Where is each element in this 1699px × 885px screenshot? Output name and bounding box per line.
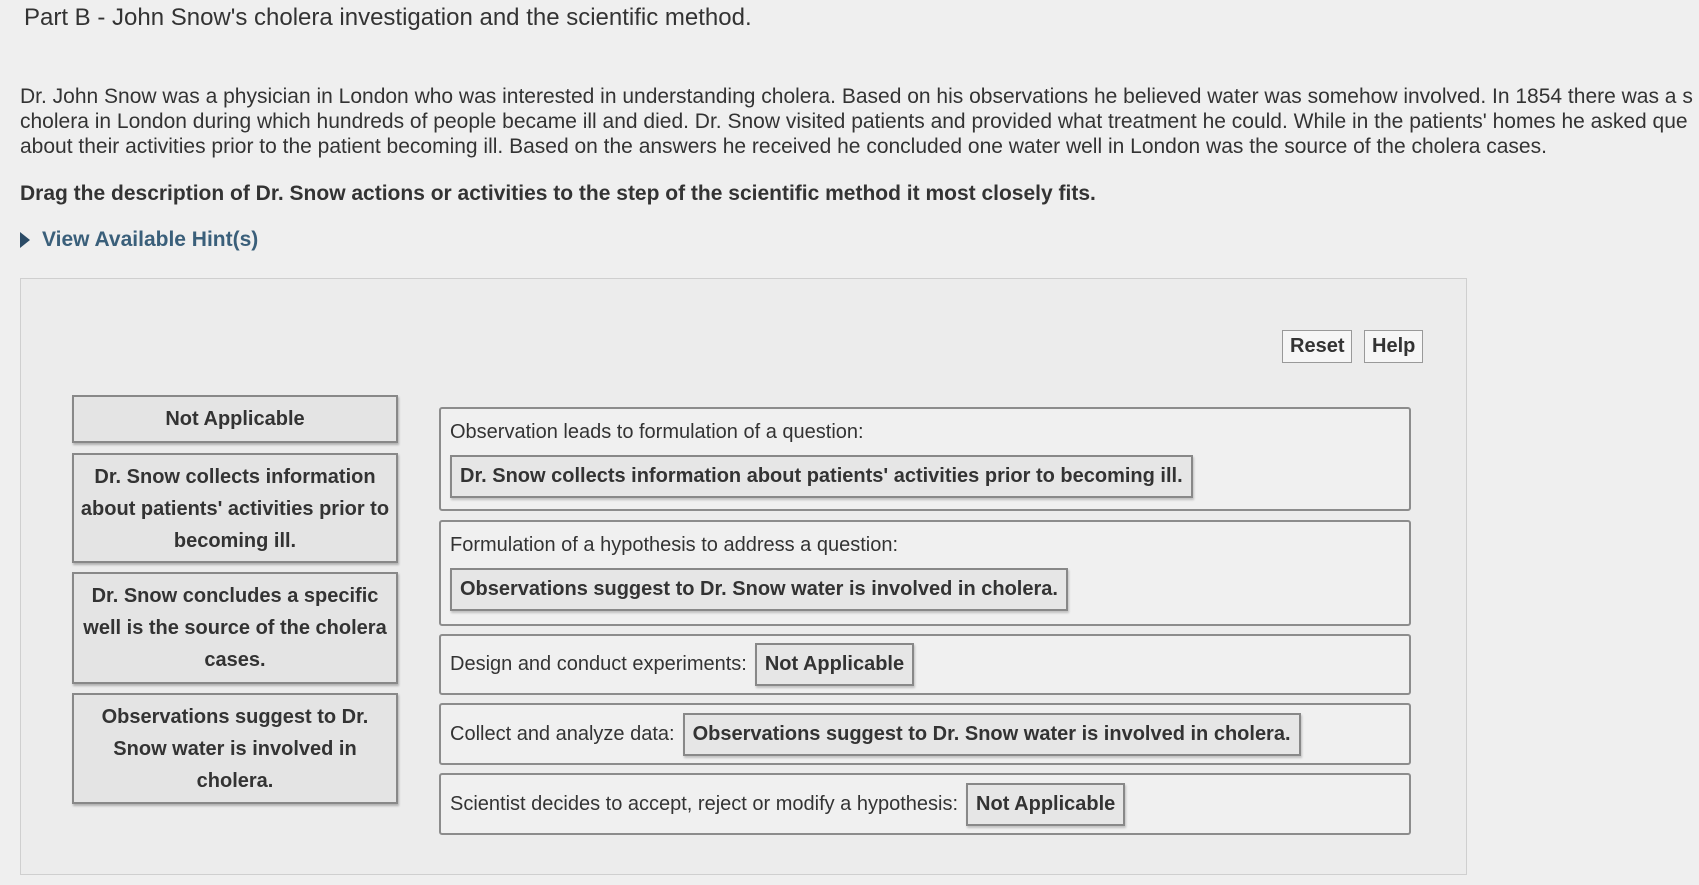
source-tile-not-applicable[interactable]: Not Applicable bbox=[72, 395, 398, 443]
target-label: Design and conduct experiments: bbox=[450, 653, 747, 675]
instruction-text: Drag the description of Dr. Snow actions or activities to the step of the scientific method it most closely fits. bbox=[20, 182, 1096, 205]
intro-line: about their activities prior to the patient becoming ill. Based on the answers he received he concluded one water well in London was the source of the cholera cases. bbox=[20, 135, 1547, 158]
view-hints-label: View Available Hint(s) bbox=[42, 228, 259, 251]
target-label: Collect and analyze data: bbox=[450, 722, 675, 745]
caret-right-icon bbox=[20, 232, 30, 248]
reset-button[interactable]: Reset bbox=[1282, 330, 1352, 363]
page-title: Part B - John Snow's cholera investigation and the scientific method. bbox=[24, 4, 752, 31]
view-hints-toggle[interactable] bbox=[20, 228, 258, 252]
source-tile-observations-suggest[interactable]: Observations suggest to Dr. Snow water is involved in cholera. bbox=[72, 693, 398, 804]
target-label: Formulation of a hypothesis to address a question: bbox=[450, 534, 899, 556]
target-collect-analyze-data[interactable] bbox=[439, 703, 1411, 765]
placed-answer-chip[interactable]: Not Applicable bbox=[966, 783, 1125, 826]
intro-paragraph bbox=[20, 84, 1699, 159]
intro-line: cholera in London during which hundreds of people became ill and died. Dr. Snow visited patients and provided what treatment he could. While in the patients' homes he asked que bbox=[20, 110, 1688, 133]
target-label: Observation leads to formulation of a question: bbox=[450, 421, 864, 443]
target-accept-reject-hypothesis[interactable] bbox=[439, 773, 1411, 835]
target-label: Scientist decides to accept, reject or modify a hypothesis: bbox=[450, 792, 959, 815]
placed-answer-chip[interactable]: Dr. Snow collects information about patients' activities prior to becoming ill. bbox=[450, 455, 1193, 498]
placed-answer-chip[interactable]: Observations suggest to Dr. Snow water is involved in cholera. bbox=[683, 713, 1301, 756]
target-observation-question[interactable] bbox=[439, 407, 1411, 511]
target-design-experiments[interactable] bbox=[439, 634, 1411, 695]
help-button[interactable]: Help bbox=[1364, 330, 1423, 363]
source-tile-concludes-well[interactable]: Dr. Snow concludes a specific well is the source of the cholera cases. bbox=[72, 572, 398, 684]
placed-answer-chip[interactable]: Not Applicable bbox=[755, 643, 914, 686]
placed-answer-chip[interactable]: Observations suggest to Dr. Snow water is involved in cholera. bbox=[450, 568, 1068, 611]
source-tile-collects-information[interactable]: Dr. Snow collects information about patients' activities prior to becoming ill. bbox=[72, 453, 398, 563]
intro-line: Dr. John Snow was a physician in London who was interested in understanding cholera. Based on his observations he believed water was somehow involved. In 1854 there was a s bbox=[20, 85, 1693, 108]
target-hypothesis-formulation[interactable] bbox=[439, 520, 1411, 626]
